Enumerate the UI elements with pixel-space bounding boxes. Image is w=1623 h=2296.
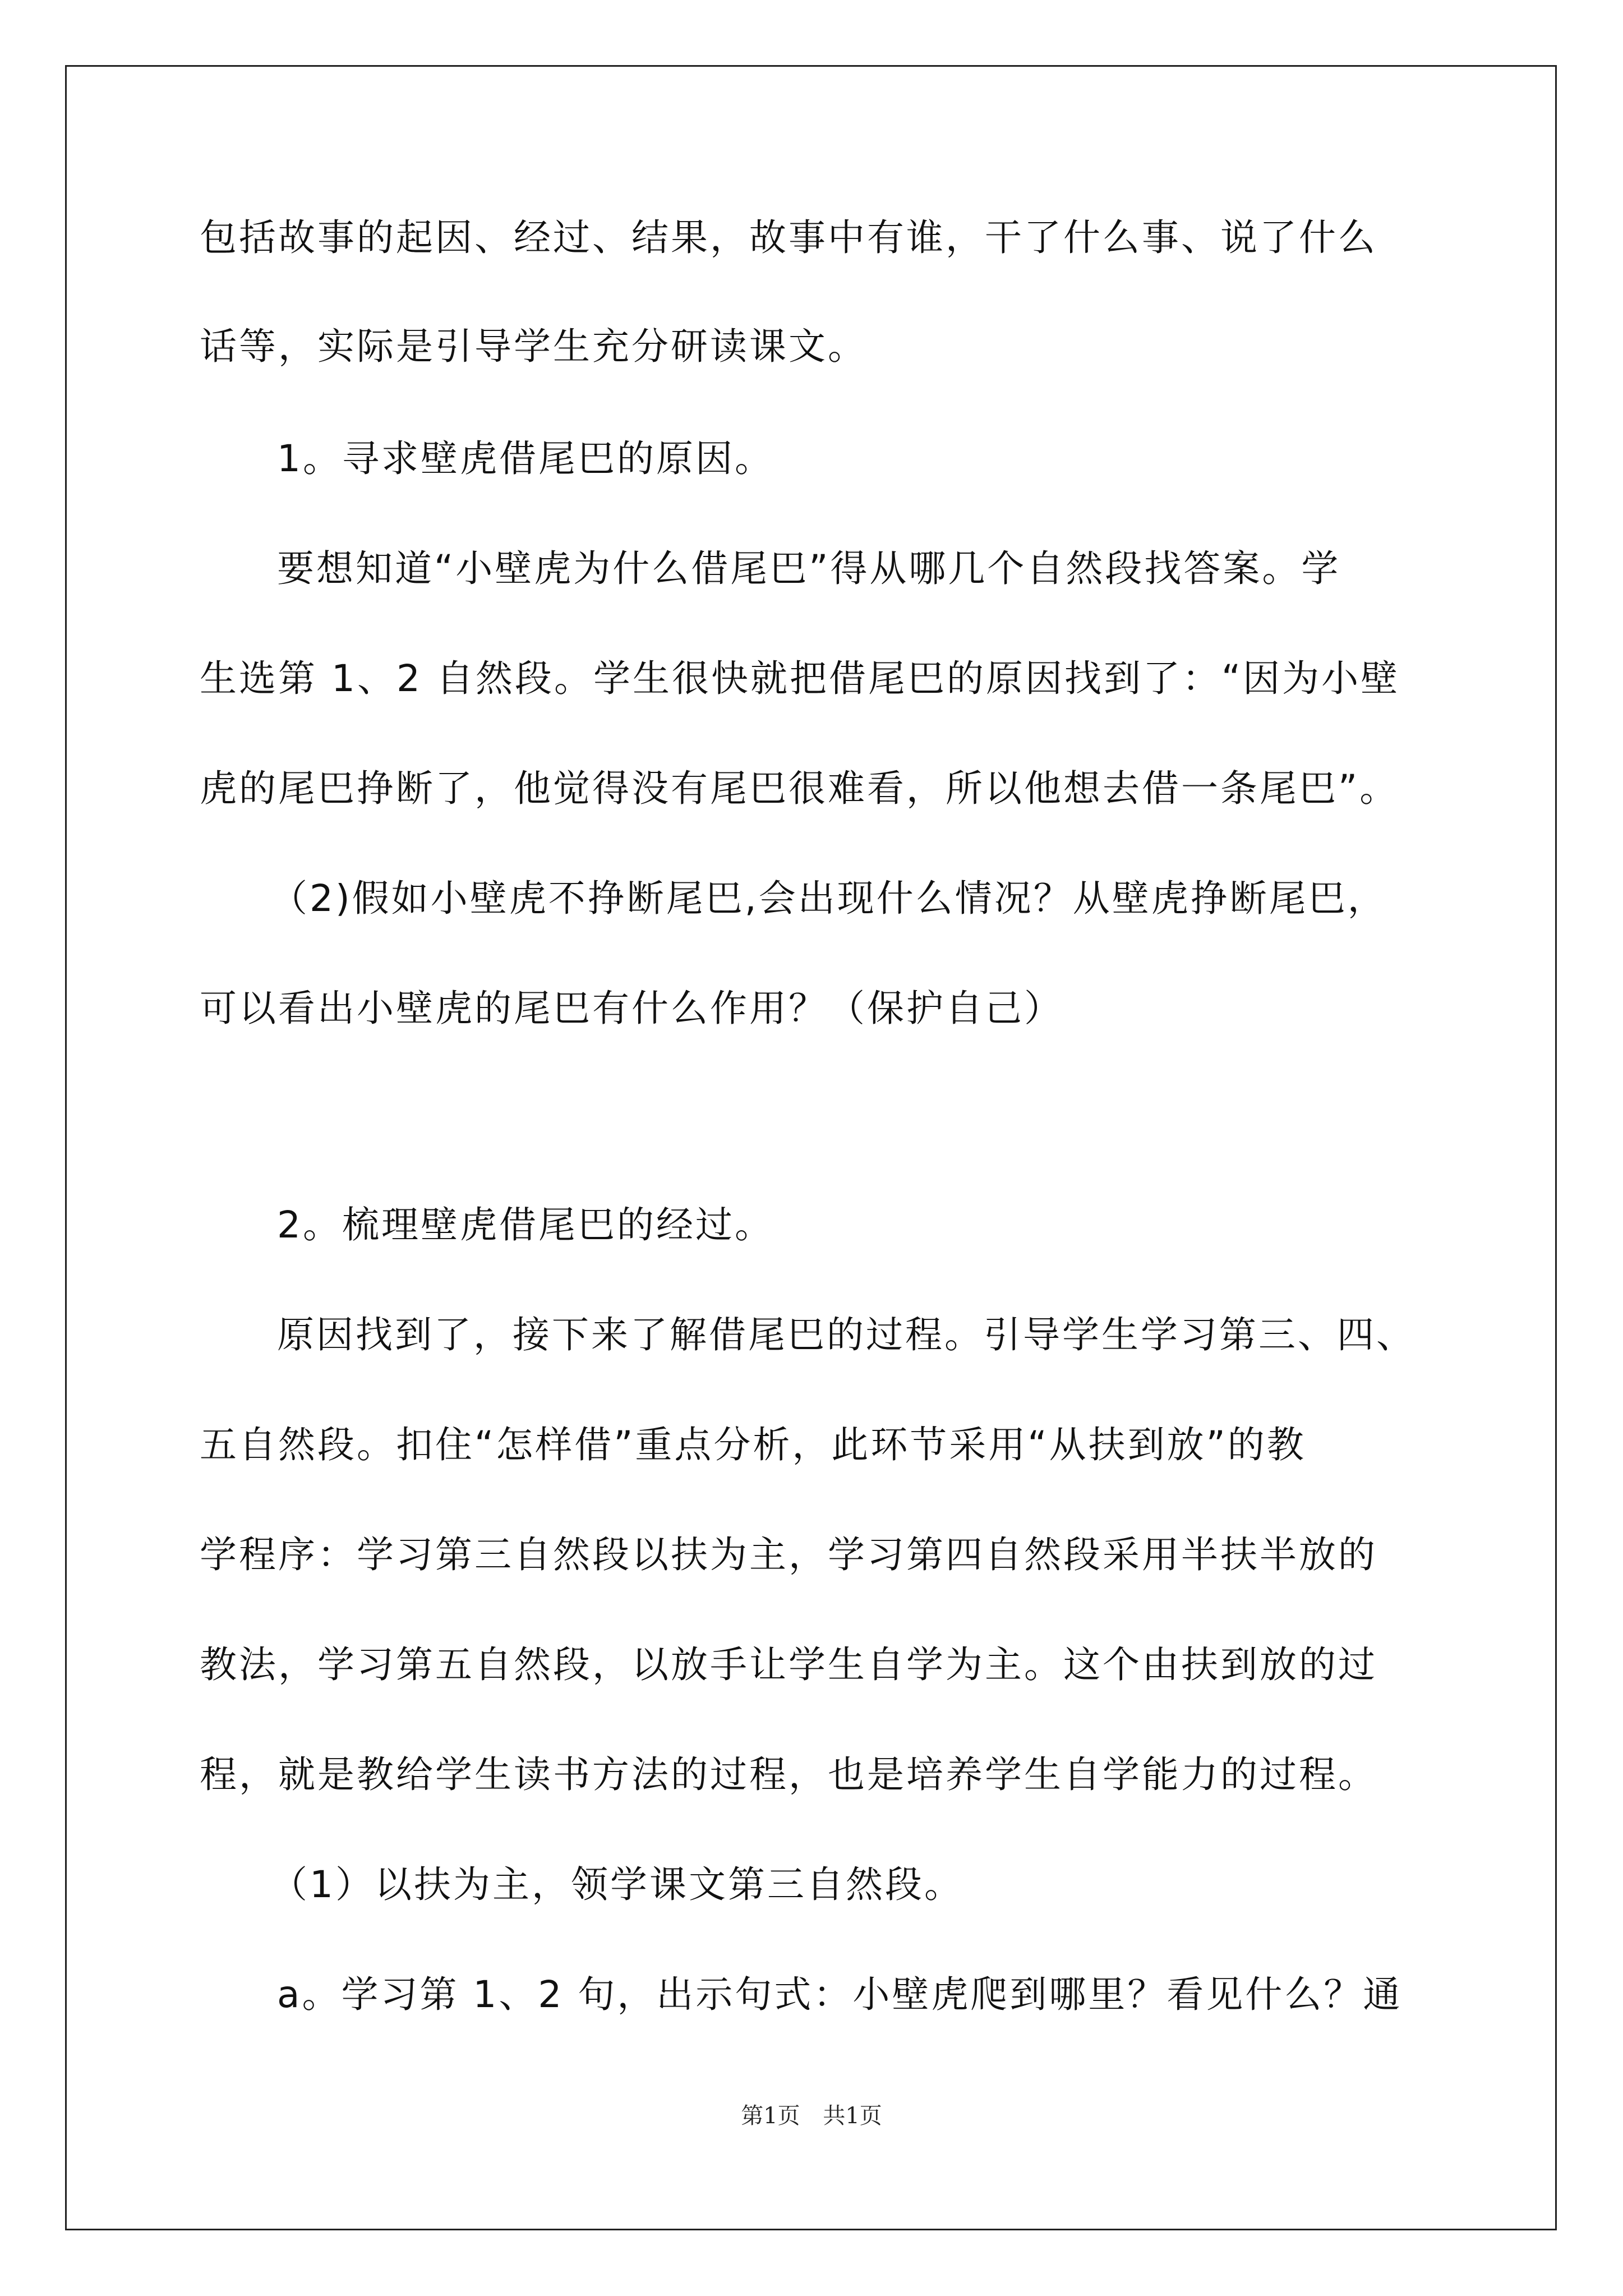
page-total: 共1页 — [823, 2103, 882, 2129]
text-line: 包括故事的起因、经过、结果，故事中有谁，干了什么事、说了什么 — [200, 216, 1377, 259]
text-line: 学程序：学习第三自然段以扶为主，学习第四自然段采用半扶半放的 — [200, 1533, 1377, 1576]
text-line: 话等，实际是引导学生充分研读课文。 — [200, 325, 867, 368]
paragraph-start: 要想知道“小壁虎为什么借尾巴”得从哪几个自然段找答案。学 — [277, 547, 1341, 590]
paragraph-start: a。学习第 1、2 句，出示句式：小壁虎爬到哪里？看见什么？通 — [277, 1973, 1403, 2016]
text-line: 生选第 1、2 自然段。学生很快就把借尾巴的原因找到了：“因为小壁 — [200, 657, 1400, 700]
text-line: 五自然段。扣住“怎样借”重点分析，此环节采用“从扶到放”的教 — [200, 1423, 1306, 1466]
text-line: 教法，学习第五自然段，以放手让学生自学为主。这个由扶到放的过 — [200, 1643, 1377, 1686]
page-number: 第1页 — [741, 2103, 800, 2129]
paragraph-start: （2)假如小壁虎不挣断尾巴,会出现什么情况？从壁虎挣断尾巴， — [270, 877, 1387, 920]
list-item: （1）以扶为主，领学课文第三自然段。 — [270, 1863, 963, 1906]
page-footer — [0, 2098, 1623, 2130]
list-item: 2。梳理壁虎借尾巴的经过。 — [277, 1203, 774, 1246]
paragraph-start: 原因找到了，接下来了解借尾巴的过程。引导学生学习第三、四、 — [277, 1313, 1415, 1356]
text-line: 虎的尾巴挣断了，他觉得没有尾巴很难看，所以他想去借一条尾巴”。 — [200, 767, 1399, 810]
text-line: 程，就是教给学生读书方法的过程，也是培养学生自学能力的过程。 — [200, 1753, 1377, 1796]
text-line: 可以看出小壁虎的尾巴有什么作用？（保护自己） — [200, 987, 1063, 1030]
list-item: 1。寻求壁虎借尾巴的原因。 — [277, 437, 774, 480]
